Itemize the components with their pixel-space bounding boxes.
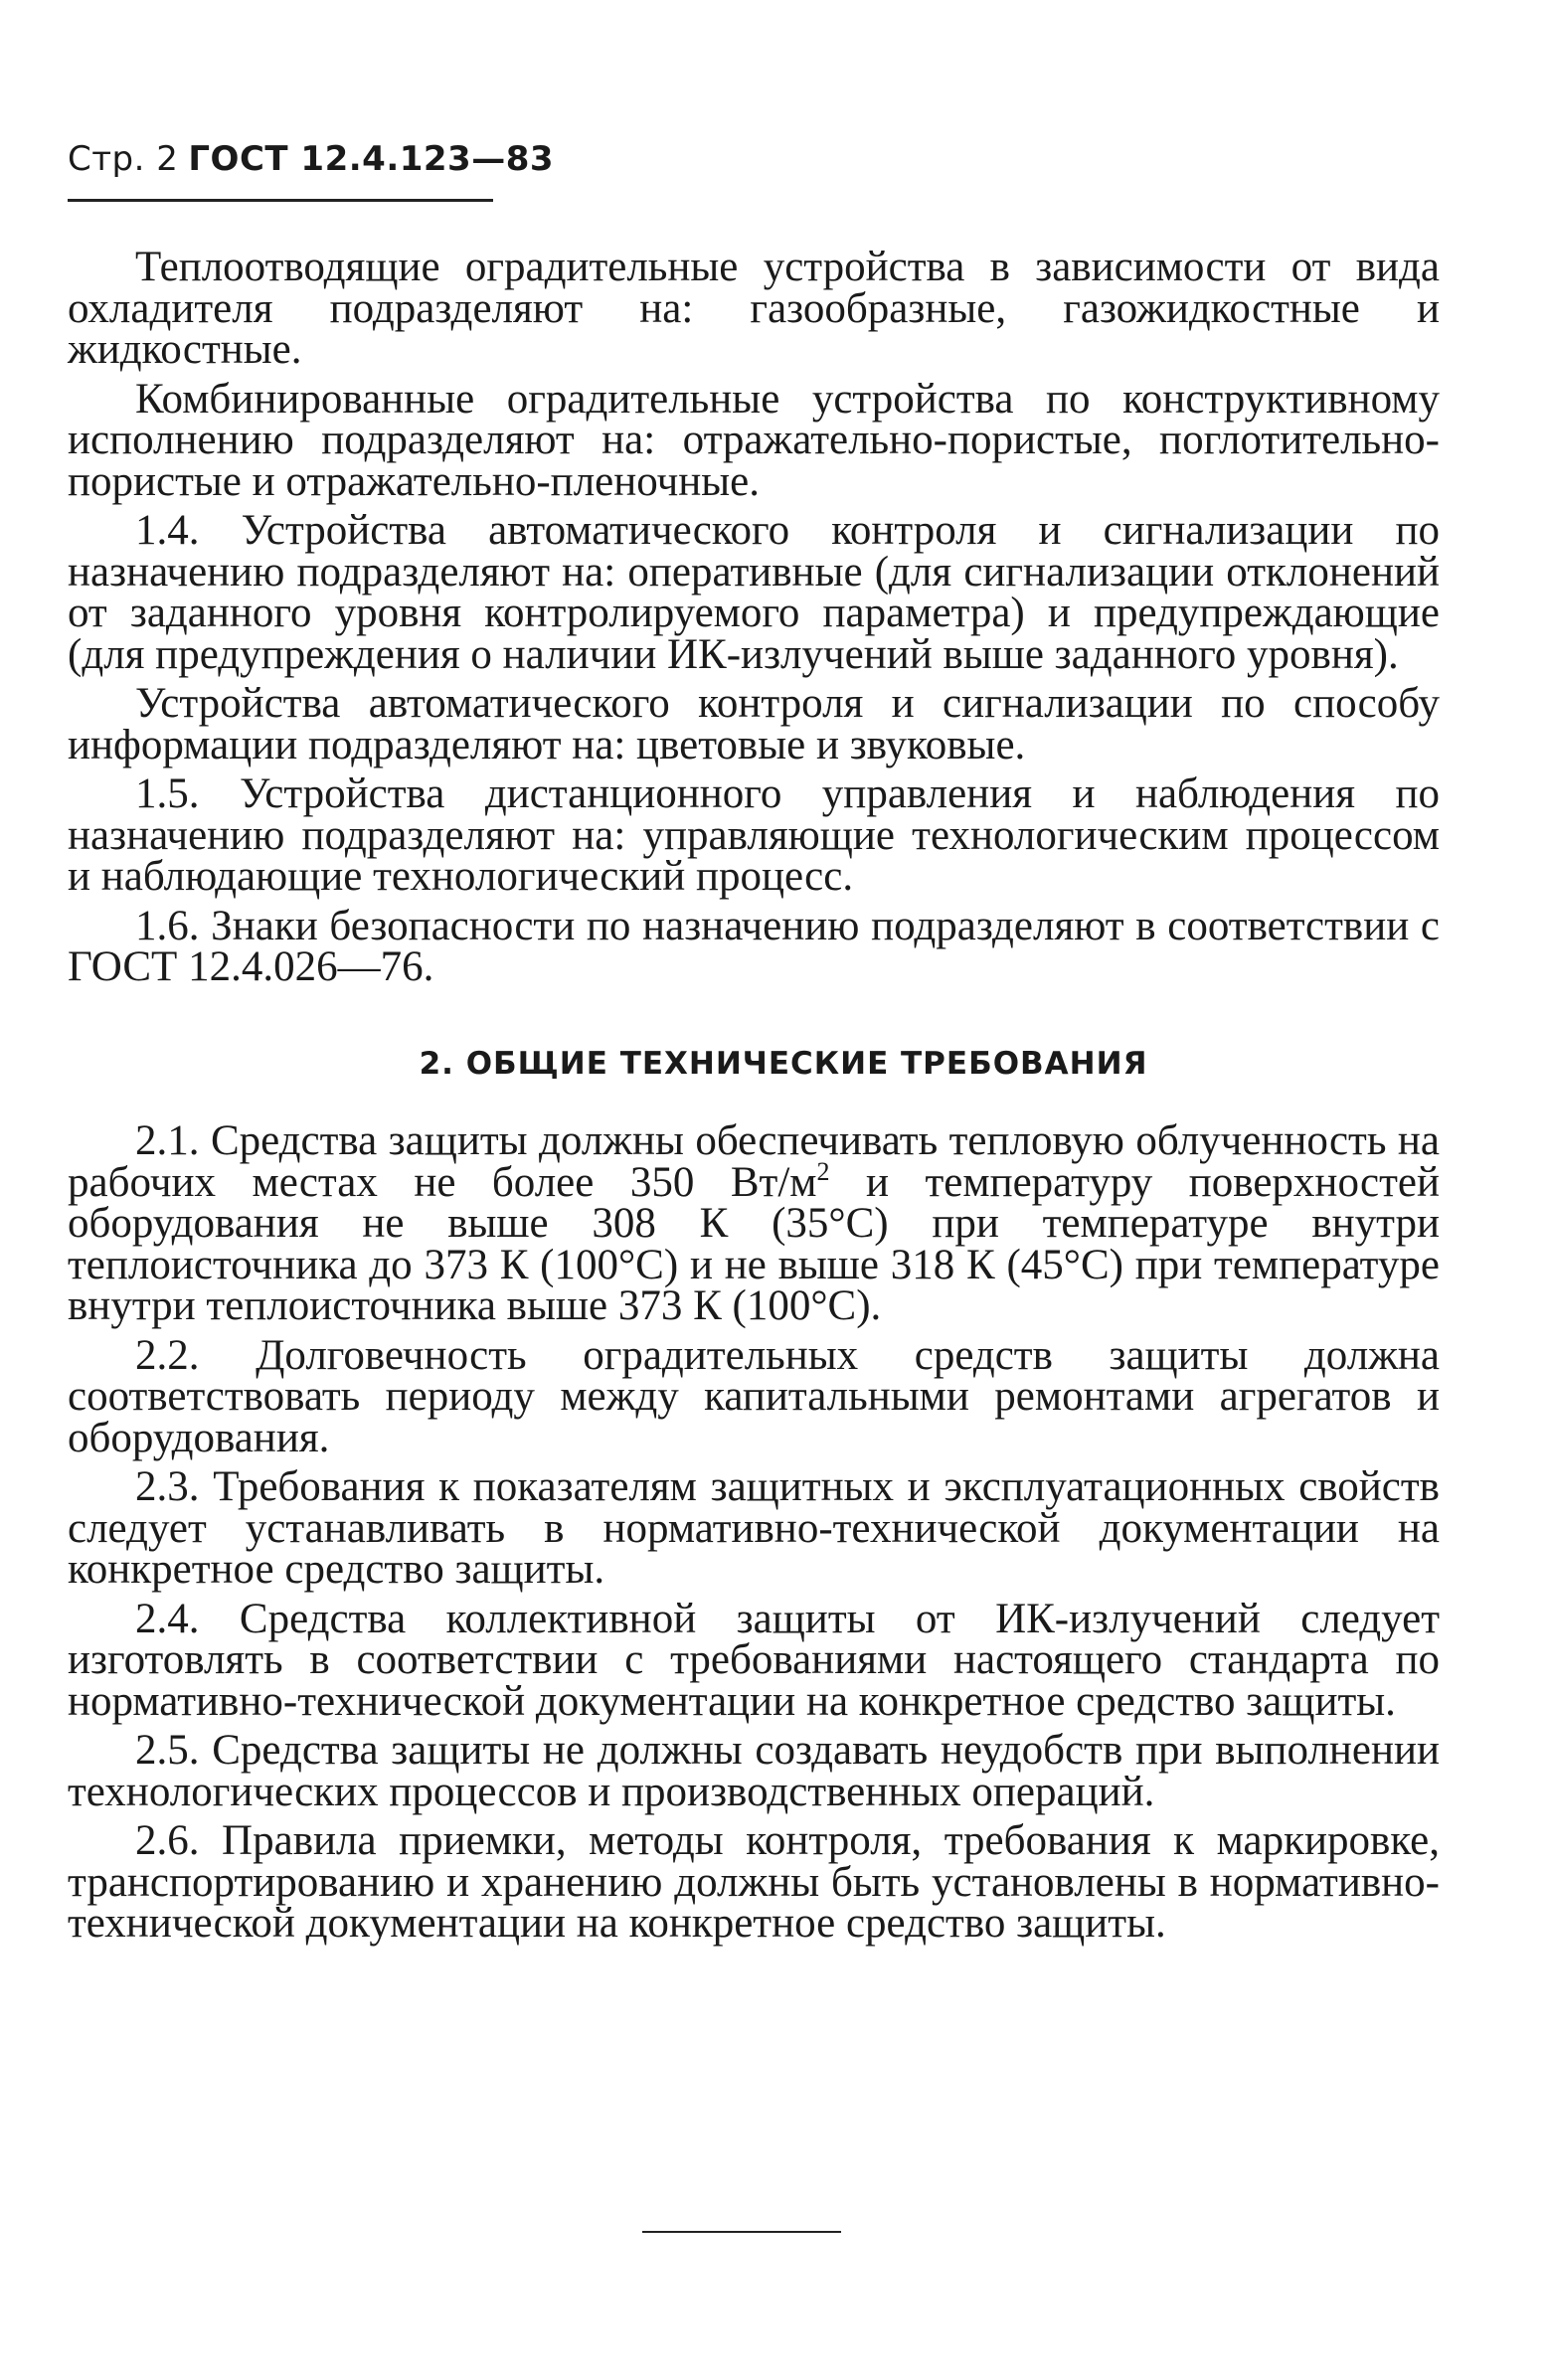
paragraph-2-2: 2.2. Долговечность оградительных средств защиты должна соответствовать периоду между капитальными ремонтами агрегатов и оборудования.	[68, 1331, 1440, 1461]
paragraph-1-5: 1.5. Устройства дистанционного управления и наблюдения по назначению подразделяют на: управляющие технологическим процессом и наблюдающие технологический процесс.	[68, 770, 1440, 900]
paragraph-2-1	[68, 1117, 1440, 1329]
paragraph-2-1-text-b: и температуру поверхностей оборудования не выше 308 К (35°С) при температуре внутри теплоисточника до 373 К (100°С) и не выше 318 К (45°С) при температуре внутри теплоисточника выше 373 К (100°С).	[68, 1158, 1440, 1329]
header-divider	[68, 199, 493, 202]
paragraph-2-1-text-a: 2.1. Средства защиты должны обеспечивать тепловую облученность на рабочих местах не более 350 Вт/м	[68, 1117, 1440, 1206]
paragraph-heat-removing-devices: Теплоотводящие оградительные устройства в зависимости от вида охладителя подразделяют на: газообразные, газожидкостные и жидкостные.	[68, 244, 1440, 373]
paragraph-1-4: 1.4. Устройства автоматического контроля и сигнализации по назначению подразделяют на: оперативные (для сигнализации отклонений от заданного уровня контролируемого параметра) и предупреждающие (для предупреждения о наличии ИК-излучений выше заданного уровня).	[68, 507, 1440, 678]
superscript-2: 2	[816, 1156, 830, 1186]
section-2-title: 2. ОБЩИЕ ТЕХНИЧЕСКИЕ ТРЕБОВАНИЯ	[419, 1045, 1148, 1082]
paragraph-1-6: 1.6. Знаки безопасности по назначению подразделяют в соответствии с ГОСТ 12.4.026—76.	[68, 902, 1440, 990]
paragraph-2-6: 2.6. Правила приемки, методы контроля, требования к маркировке, транспортированию и хранению должны быть установлены в нормативно-технической документации на конкретное средство защиты.	[68, 1817, 1440, 1947]
document-body	[68, 244, 1440, 1953]
paragraph-2-4: 2.4. Средства коллективной защиты от ИК-излучений следует изготовлять в соответствии с требованиями настоящего стандарта по нормативно-технической документации на конкретное средство защиты.	[68, 1595, 1440, 1725]
paragraph-2-3: 2.3. Требования к показателям защитных и эксплуатационных свойств следует устанавливать в нормативно-технической документации на конкретное средство защиты.	[68, 1463, 1440, 1593]
page-number-label: Стр. 2	[68, 139, 179, 179]
footer-divider	[642, 2231, 841, 2233]
standard-designation: ГОСТ 12.4.123—83	[188, 139, 555, 179]
page-header	[68, 139, 554, 179]
paragraph-combined-devices: Комбинированные оградительные устройства по конструктивному исполнению подразделяют на: отражательно-пористые, поглотительно-пористые и отражательно-пленочные.	[68, 375, 1440, 505]
paragraph-signalling-by-information: Устройства автоматического контроля и сигнализации по способу информации подразделяют на: цветовые и звуковые.	[68, 680, 1440, 768]
paragraph-2-5: 2.5. Средства защиты не должны создавать неудобств при выполнении технологических процессов и производственных операций.	[68, 1727, 1440, 1815]
